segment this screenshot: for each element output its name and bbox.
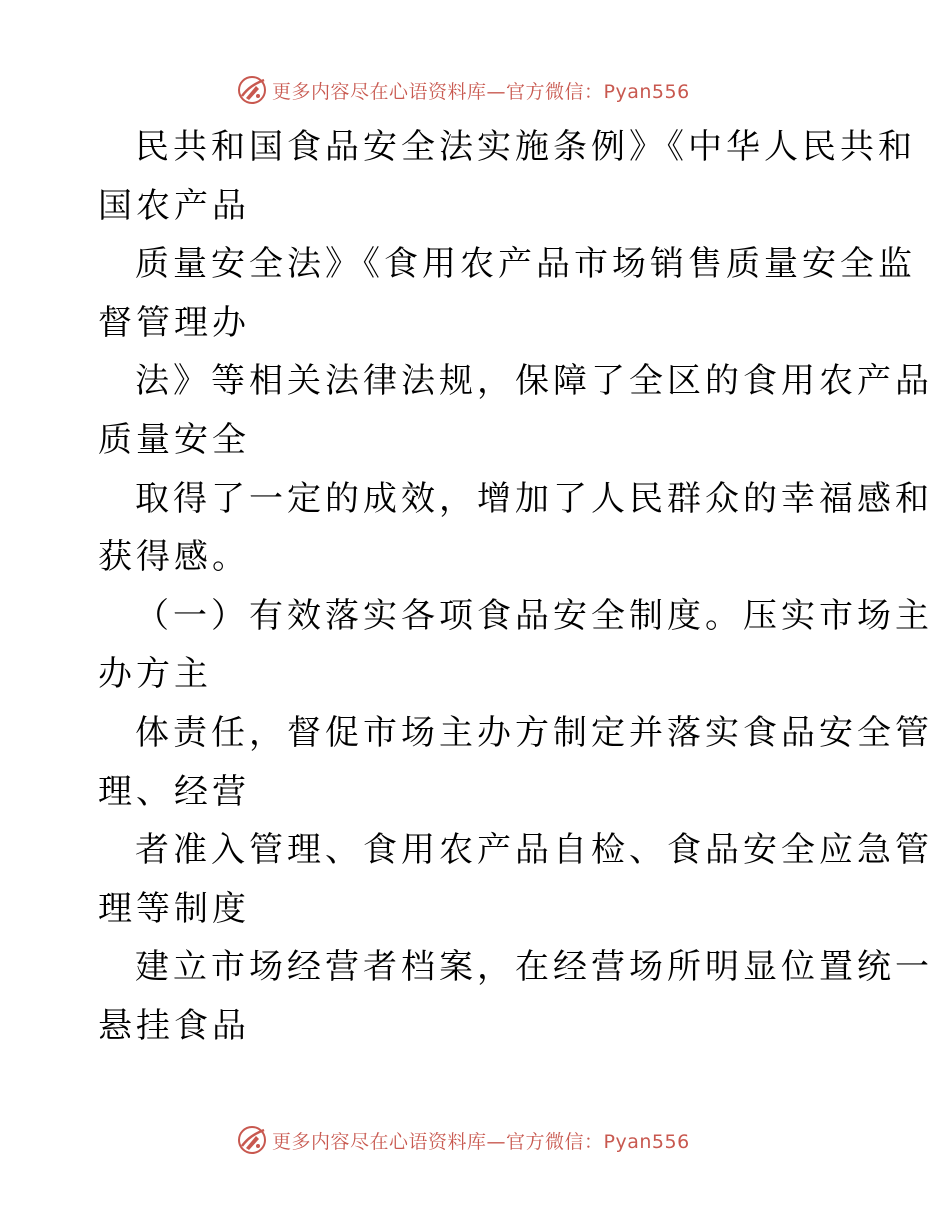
text-line: 质量安全法》《食用农产品市场销售质量安全监 — [135, 244, 916, 285]
text-line: 理等制度 — [98, 888, 250, 929]
watermark-header — [236, 72, 690, 108]
text-line: 者准入管理、食用农产品自检、食品安全应急管 — [135, 830, 933, 871]
text-line: 建立市场经营者档案，在经营场所明显位置统一 — [135, 947, 933, 988]
text-line: 质量安全 — [98, 419, 250, 460]
document-body — [98, 118, 933, 1056]
watermark-text: 更多内容尽在心语资料库—官方微信：Pyan556 — [272, 80, 690, 103]
pen-logo-icon — [236, 1124, 268, 1156]
text-line: 国农产品 — [98, 185, 250, 226]
pen-logo-icon — [236, 74, 268, 106]
watermark-text: 更多内容尽在心语资料库—官方微信：Pyan556 — [272, 1130, 690, 1153]
text-line: 悬挂食品 — [98, 1005, 250, 1046]
text-line: 体责任，督促市场主办方制定并落实食品安全管 — [135, 712, 933, 753]
text-line: （一）有效落实各项食品安全制度。压实市场主 — [135, 595, 933, 636]
text-line: 获得感。 — [98, 537, 250, 578]
text-line: 法》等相关法律法规，保障了全区的食用农产品 — [135, 361, 933, 402]
text-line: 理、经营 — [98, 771, 250, 812]
text-line: 督管理办 — [98, 302, 250, 343]
text-line: 民共和国食品安全法实施条例》《中华人民共和 — [135, 127, 916, 167]
text-line: 取得了一定的成效，增加了人民群众的幸福感和 — [135, 478, 933, 519]
watermark-footer — [236, 1122, 690, 1158]
text-line: 办方主 — [98, 654, 212, 695]
